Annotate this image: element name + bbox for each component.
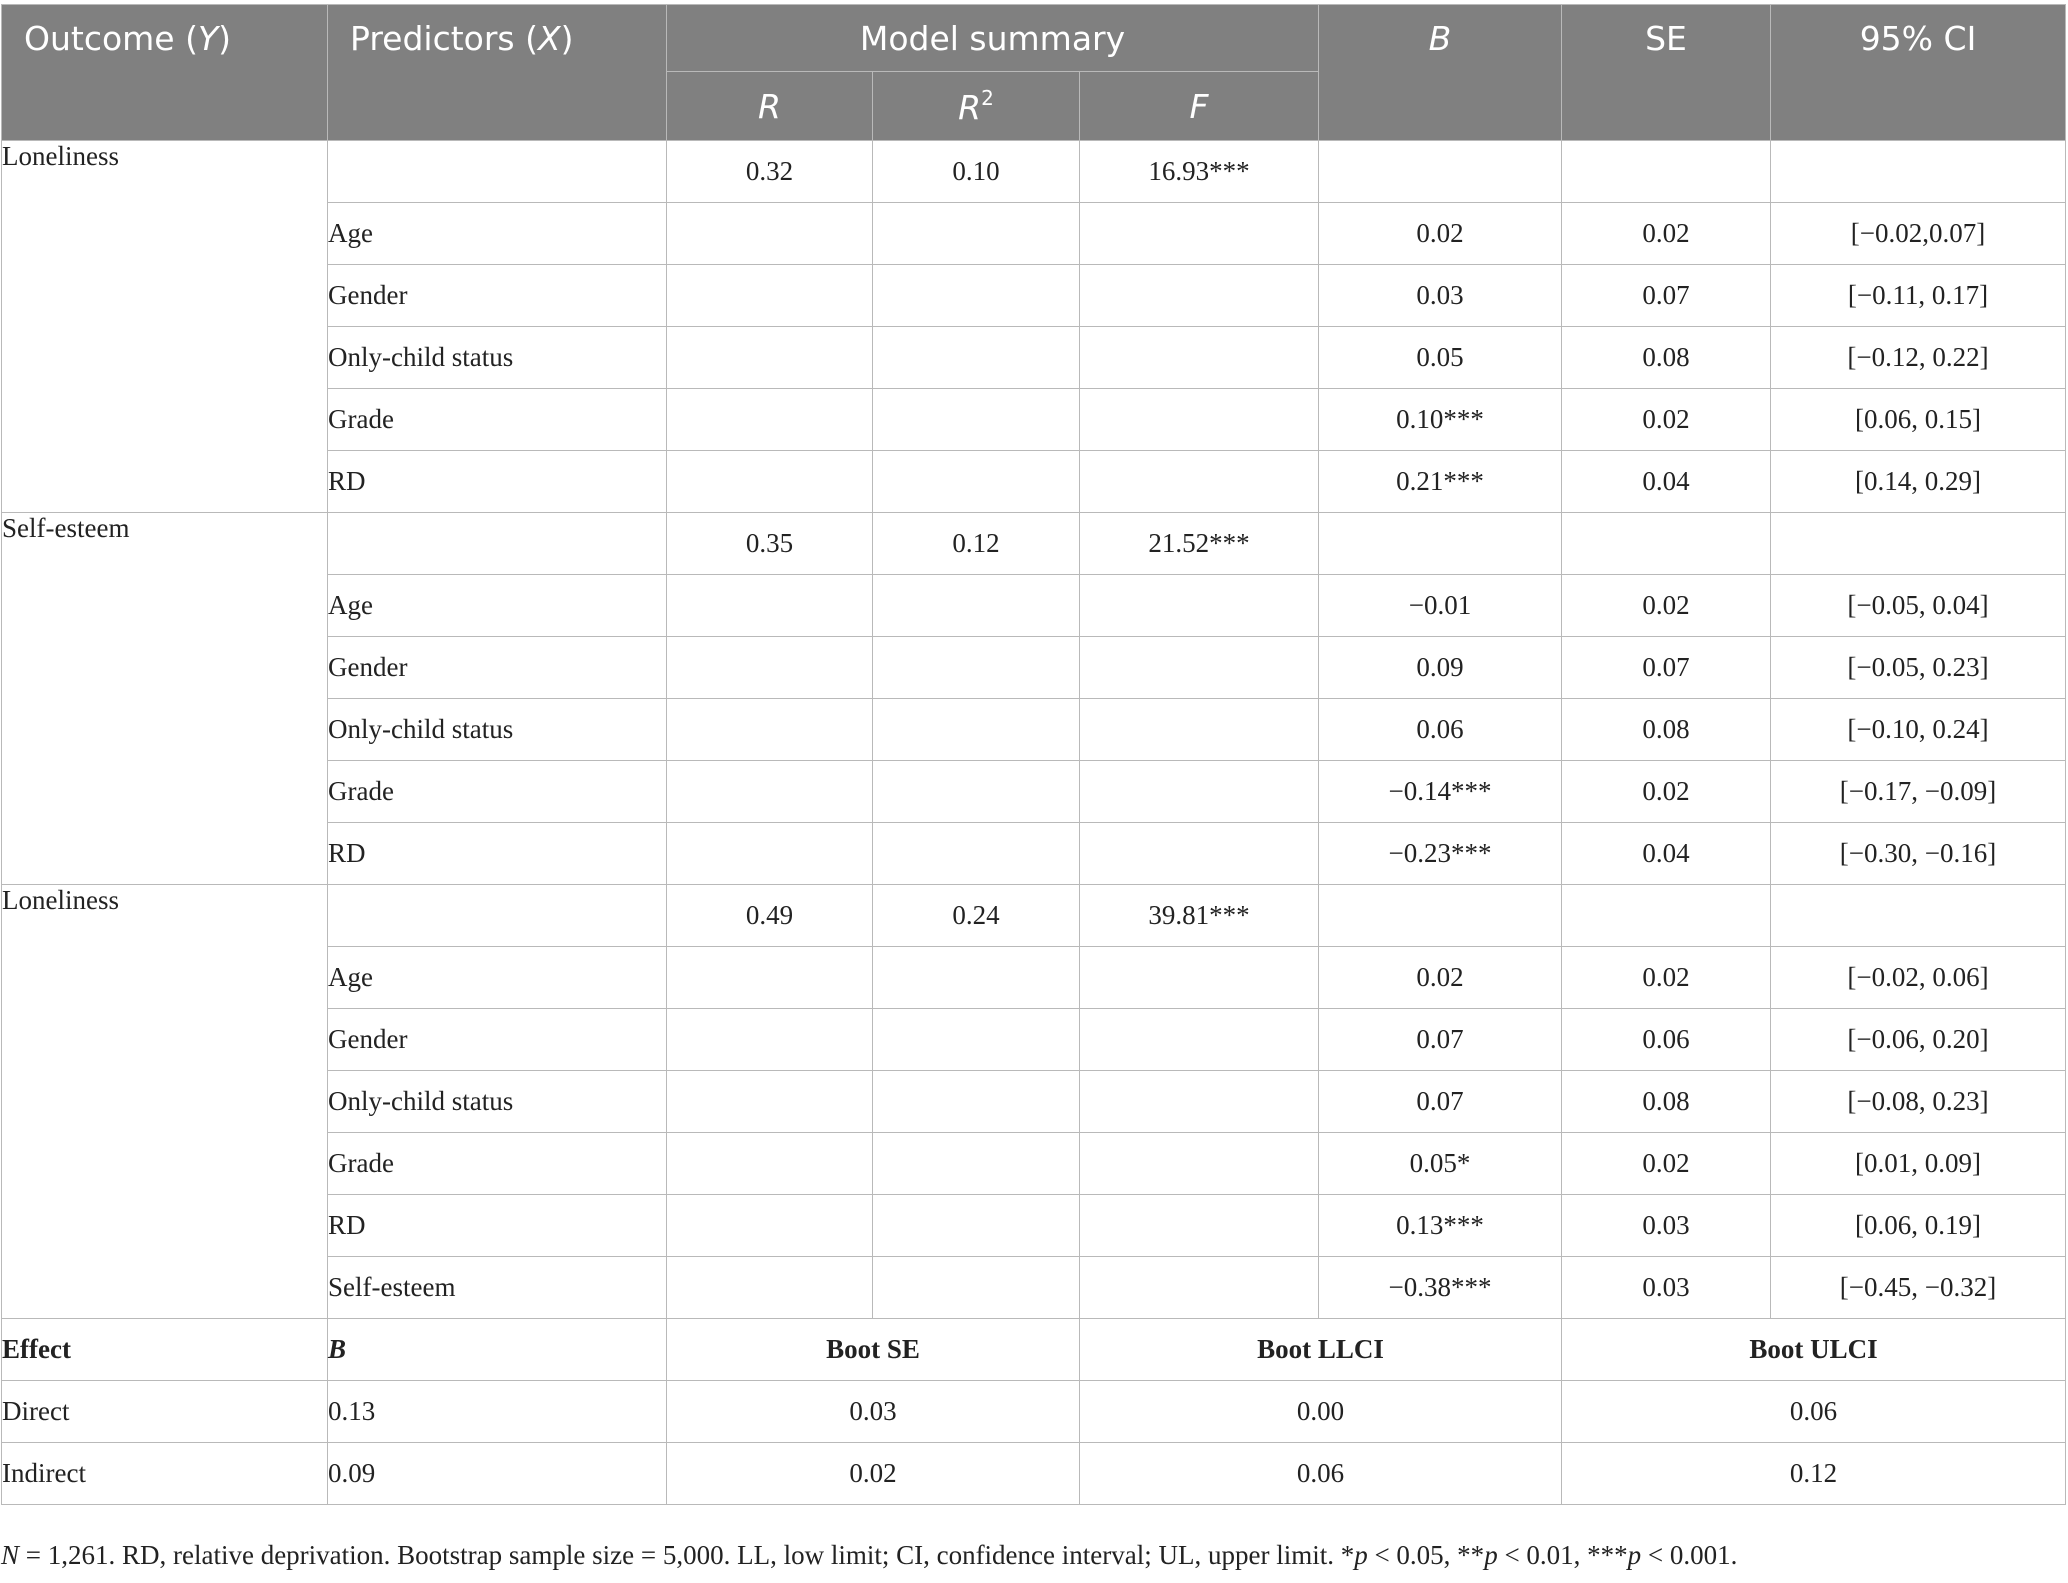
predictor-cell: RD [328, 451, 667, 513]
effect-boot-llci: 0.06 [1080, 1443, 1562, 1505]
predictor-cell: Only-child status [328, 699, 667, 761]
effect-boot-ulci: 0.06 [1562, 1381, 2066, 1443]
predictor-cell: RD [328, 823, 667, 885]
effects-header-row [2, 1319, 2066, 1381]
header-outcome: Outcome (Y) [2, 5, 328, 141]
outcome-cell: Loneliness [2, 141, 328, 513]
se-cell: 0.02 [1562, 203, 1771, 265]
boot-ulci-header: Boot ULCI [1562, 1319, 2066, 1381]
se-cell: 0.06 [1562, 1009, 1771, 1071]
f-value: 21.52*** [1080, 513, 1319, 575]
se-cell: 0.02 [1562, 761, 1771, 823]
effect-label: Indirect [2, 1443, 328, 1505]
ci-cell: [−0.12, 0.22] [1771, 327, 2066, 389]
b-cell: 0.10*** [1319, 389, 1562, 451]
header-ci: 95% CI [1771, 5, 2066, 141]
header-r2: $R^2$ [873, 72, 1080, 141]
b-cell: −0.38*** [1319, 1257, 1562, 1319]
r2-value: 0.12 [873, 513, 1080, 575]
summary-row [2, 513, 2066, 575]
ci-cell: [0.14, 0.29] [1771, 451, 2066, 513]
b-cell: 0.05* [1319, 1133, 1562, 1195]
outcome-cell: Loneliness [2, 885, 328, 1319]
se-cell: 0.02 [1562, 389, 1771, 451]
b-cell: 0.02 [1319, 947, 1562, 1009]
boot-llci-header: Boot LLCI [1080, 1319, 1562, 1381]
ci-cell: [0.06, 0.15] [1771, 389, 2066, 451]
r2-value: 0.10 [873, 141, 1080, 203]
b-cell: 0.09 [1319, 637, 1562, 699]
ci-cell: [−0.05, 0.23] [1771, 637, 2066, 699]
header-r: R [667, 72, 873, 141]
ci-cell: [−0.06, 0.20] [1771, 1009, 2066, 1071]
predictor-cell: Only-child status [328, 327, 667, 389]
se-cell: 0.02 [1562, 947, 1771, 1009]
r-value: 0.32 [667, 141, 873, 203]
b-cell: 0.02 [1319, 203, 1562, 265]
b-cell: 0.21*** [1319, 451, 1562, 513]
predictor-cell: Gender [328, 265, 667, 327]
b-cell: 0.03 [1319, 265, 1562, 327]
summary-row [2, 885, 2066, 947]
se-cell: 0.08 [1562, 699, 1771, 761]
header-b: B [1319, 5, 1562, 141]
se-cell: 0.02 [1562, 575, 1771, 637]
ci-cell: [−0.02,0.07] [1771, 203, 2066, 265]
predictor-cell: RD [328, 1195, 667, 1257]
header-model-summary: Model summary [667, 5, 1319, 72]
predictor-cell: Gender [328, 637, 667, 699]
outcome-cell: Self-esteem [2, 513, 328, 885]
effect-b-header: B [328, 1319, 667, 1381]
b-cell: 0.05 [1319, 327, 1562, 389]
se-cell: 0.04 [1562, 451, 1771, 513]
summary-row [2, 141, 2066, 203]
effect-boot-llci: 0.00 [1080, 1381, 1562, 1443]
effect-boot-ulci: 0.12 [1562, 1443, 2066, 1505]
effect-header: Effect [2, 1319, 328, 1381]
f-value: 16.93*** [1080, 141, 1319, 203]
predictor-cell: Gender [328, 1009, 667, 1071]
boot-se-header: Boot SE [667, 1319, 1080, 1381]
se-cell: 0.03 [1562, 1195, 1771, 1257]
se-cell: 0.04 [1562, 823, 1771, 885]
ci-cell: [−0.11, 0.17] [1771, 265, 2066, 327]
ci-cell: [−0.30, −0.16] [1771, 823, 2066, 885]
regression-table-container [1, 4, 2065, 1505]
effect-b: 0.09 [328, 1443, 667, 1505]
header-predictors: Predictors (X) [328, 5, 667, 141]
se-cell: 0.07 [1562, 637, 1771, 699]
ci-cell: [0.01, 0.09] [1771, 1133, 2066, 1195]
ci-cell: [0.06, 0.19] [1771, 1195, 2066, 1257]
ci-cell: [−0.08, 0.23] [1771, 1071, 2066, 1133]
ci-cell: [−0.17, −0.09] [1771, 761, 2066, 823]
b-cell: −0.01 [1319, 575, 1562, 637]
predictor-cell: Age [328, 575, 667, 637]
b-cell: −0.23*** [1319, 823, 1562, 885]
se-cell: 0.03 [1562, 1257, 1771, 1319]
r-value: 0.35 [667, 513, 873, 575]
table-footnote: N = 1,261. RD, relative deprivation. Bootstrap sample size = 5,000. LL, low limit; CI, confidence interval; UL, upper limit. *p < 0.05, **p < 0.01, ***p < 0.001. [1, 1540, 1738, 1570]
ci-cell: [−0.02, 0.06] [1771, 947, 2066, 1009]
effect-row [2, 1381, 2066, 1443]
se-cell: 0.02 [1562, 1133, 1771, 1195]
r2-value: 0.24 [873, 885, 1080, 947]
predictor-cell: Grade [328, 761, 667, 823]
f-value: 39.81*** [1080, 885, 1319, 947]
predictor-cell: Self-esteem [328, 1257, 667, 1319]
predictor-cell: Only-child status [328, 1071, 667, 1133]
r-value: 0.49 [667, 885, 873, 947]
header-f: F [1080, 72, 1319, 141]
se-cell: 0.08 [1562, 327, 1771, 389]
regression-table [1, 4, 2066, 1505]
predictor-cell: Grade [328, 389, 667, 451]
predictor-cell: Grade [328, 1133, 667, 1195]
b-cell: 0.06 [1319, 699, 1562, 761]
b-cell: 0.07 [1319, 1009, 1562, 1071]
effect-b: 0.13 [328, 1381, 667, 1443]
ci-cell: [−0.10, 0.24] [1771, 699, 2066, 761]
effect-label: Direct [2, 1381, 328, 1443]
predictor-cell: Age [328, 947, 667, 1009]
header-se: SE [1562, 5, 1771, 141]
effect-boot-se: 0.03 [667, 1381, 1080, 1443]
b-cell: 0.13*** [1319, 1195, 1562, 1257]
predictor-cell: Age [328, 203, 667, 265]
ci-cell: [−0.45, −0.32] [1771, 1257, 2066, 1319]
b-cell: −0.14*** [1319, 761, 1562, 823]
effect-row [2, 1443, 2066, 1505]
b-cell: 0.07 [1319, 1071, 1562, 1133]
table-body [2, 141, 2066, 1505]
table-header [2, 5, 2066, 141]
effect-boot-se: 0.02 [667, 1443, 1080, 1505]
se-cell: 0.07 [1562, 265, 1771, 327]
se-cell: 0.08 [1562, 1071, 1771, 1133]
ci-cell: [−0.05, 0.04] [1771, 575, 2066, 637]
